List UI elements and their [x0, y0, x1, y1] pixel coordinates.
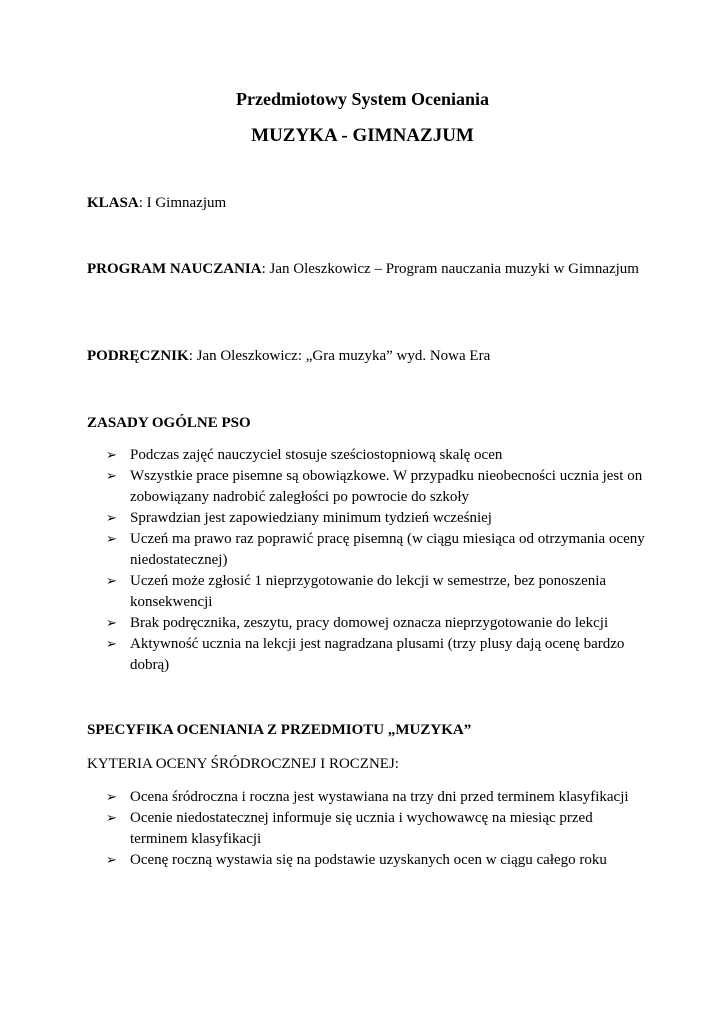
- klasa-value: : I Gimnazjum: [138, 195, 227, 211]
- podrecznik-line: [87, 346, 647, 367]
- list-item-text: Uczeń ma prawo raz poprawić pracę pisemną (w ciągu miesiąca od otrzymania oceny niedostatecznej): [130, 531, 645, 568]
- klasa-label: KLASA: [87, 195, 139, 211]
- specyfika-subheading: KYTERIA OCENY ŚRÓDROCZNEJ I ROCZNEJ:: [87, 756, 399, 772]
- arrowhead-bullet-icon: ➢: [106, 853, 117, 868]
- list-item-text: Ocenę roczną wystawia się na podstawie uzyskanych ocen w ciągu całego roku: [130, 852, 607, 868]
- specyfika-heading: SPECYFIKA OCENIANIA Z PRZEDMIOTU „MUZYKA”: [87, 722, 472, 738]
- podrecznik-value: : Jan Oleszkowicz: „Gra muzyka” wyd. Nowa Era: [188, 348, 491, 364]
- arrowhead-bullet-icon: ➢: [106, 574, 117, 589]
- program-line: [87, 259, 647, 280]
- klasa-line: [87, 193, 647, 214]
- list-item-text: Sprawdzian jest zapowiedziany minimum tydzień wcześniej: [130, 510, 492, 526]
- list-item: [105, 529, 645, 571]
- arrowhead-bullet-icon: ➢: [106, 532, 117, 547]
- list-item: [105, 808, 645, 850]
- arrowhead-bullet-icon: ➢: [106, 790, 117, 805]
- list-item-text: Ocenie niedostatecznej informuje się ucznia i wychowawcę na miesiąc przed terminem klasyfikacji: [130, 810, 593, 847]
- list-item: [105, 466, 645, 508]
- list-item-text: Brak podręcznika, zeszytu, pracy domowej oznacza nieprzygotowanie do lekcji: [130, 615, 609, 631]
- list-item: [105, 850, 645, 871]
- list-item: [105, 787, 645, 808]
- list-item: [105, 634, 645, 676]
- arrowhead-bullet-icon: ➢: [106, 616, 117, 631]
- arrowhead-bullet-icon: ➢: [106, 511, 117, 526]
- podrecznik-label: PODRĘCZNIK: [87, 348, 189, 364]
- arrowhead-bullet-icon: ➢: [106, 469, 117, 484]
- list-item-text: Uczeń może zgłosić 1 nieprzygotowanie do lekcji w semestrze, bez ponoszenia konsekwencji: [130, 573, 607, 610]
- arrowhead-bullet-icon: ➢: [106, 637, 117, 652]
- list-item-text: Wszystkie prace pisemne są obowiązkowe. W przypadku nieobecności ucznia jest on zobowiązany nadrobić zaległości po powrocie do szkoły: [130, 468, 643, 505]
- zasady-heading: ZASADY OGÓLNE PSO: [87, 415, 251, 431]
- document-subtitle: MUZYKA - GIMNAZJUM: [251, 125, 474, 146]
- program-label: PROGRAM NAUCZANIA: [87, 261, 262, 277]
- zasady-list: [105, 445, 645, 676]
- list-item: [105, 445, 645, 466]
- list-item-text: Aktywność ucznia na lekcji jest nagradzana plusami (trzy plusy dają ocenę bardzo dobrą): [130, 636, 625, 673]
- arrowhead-bullet-icon: ➢: [106, 811, 117, 826]
- list-item: [105, 571, 645, 613]
- list-item-text: Podczas zajęć nauczyciel stosuje sześciostopniową skalę ocen: [130, 447, 503, 463]
- document-title: Przedmiotowy System Oceniania: [236, 89, 489, 109]
- program-value: : Jan Oleszkowicz – Program nauczania muzyki w Gimnazjum: [261, 261, 639, 277]
- list-item: [105, 613, 645, 634]
- specyfika-list: [105, 787, 645, 871]
- list-item: [105, 508, 645, 529]
- list-item-text: Ocena śródroczna i roczna jest wystawiana na trzy dni przed terminem klasyfikacji: [130, 789, 629, 805]
- arrowhead-bullet-icon: ➢: [106, 448, 117, 463]
